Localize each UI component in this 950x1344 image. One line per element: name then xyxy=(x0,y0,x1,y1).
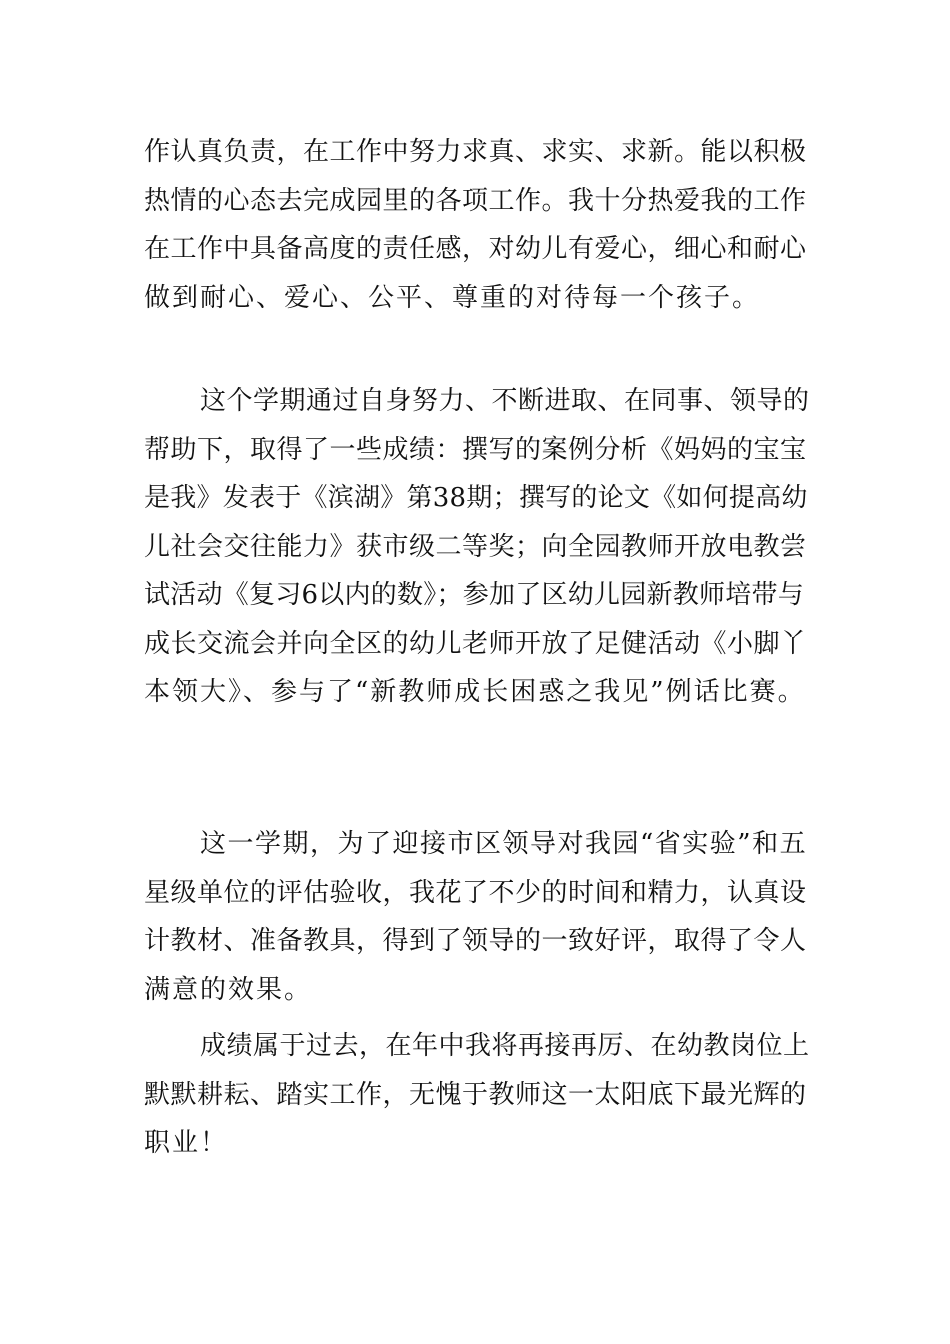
paragraph-1 xyxy=(144,128,810,322)
paragraph-line: 星级单位的评估验收，我花了不少的时间和精力，认真设 xyxy=(144,877,807,908)
paragraph-line: 这个学期通过自身努力、不断进取、在同事、领导的 xyxy=(200,386,810,416)
paragraph-2 xyxy=(144,377,810,717)
paragraph-line: 儿社会交往能力》获市级二等奖；向全园教师开放电教尝 xyxy=(144,531,807,562)
paragraph-line: 热情的心态去完成园里的各项工作。我十分热爱我的工作 xyxy=(144,185,807,216)
paragraph-line: 成绩属于过去，在年中我将再接再厉、在幼教岗位上 xyxy=(200,1031,810,1061)
paragraph-line: 作认真负责，在工作中努力求真、求实、求新。能以积极 xyxy=(144,137,807,167)
paragraph-line: 满意的效果。 xyxy=(144,974,313,1005)
paragraph-4 xyxy=(144,1022,810,1168)
paragraph-line: 试活动《复习6以内的数》；参加了区幼儿园新教师培带与 xyxy=(144,580,805,610)
paragraph-line: 默默耕耘、踏实工作，无愧于教师这一太阳底下最光辉的 xyxy=(144,1079,807,1110)
paragraph-3 xyxy=(144,820,810,1014)
paragraph-line: 是我》发表于《滨湖》第38期；撰写的论文《如何提高幼 xyxy=(144,483,808,513)
paragraph-line: 帮助下，取得了一些成绩：撰写的案例分析《妈妈的宝宝 xyxy=(144,434,807,465)
paragraph-line: 这一学期，为了迎接市区领导对我园“省实验”和五 xyxy=(200,829,808,859)
paragraph-line: 在工作中具备高度的责任感，对幼儿有爱心，细心和耐心 xyxy=(144,234,807,264)
paragraph-line: 职业！ xyxy=(144,1128,229,1158)
paragraph-line: 成长交流会并向全区的幼儿老师开放了足健活动《小脚丫 xyxy=(144,628,807,659)
paragraph-line: 做到耐心、爱心、公平、尊重的对待每一个孩子。 xyxy=(144,282,761,313)
paragraph-line: 计教材、准备教具，得到了领导的一致好评，取得了令人 xyxy=(144,926,807,956)
paragraph-line: 本领大》、参与了“新教师成长困惑之我见”例话比赛。 xyxy=(144,677,806,707)
